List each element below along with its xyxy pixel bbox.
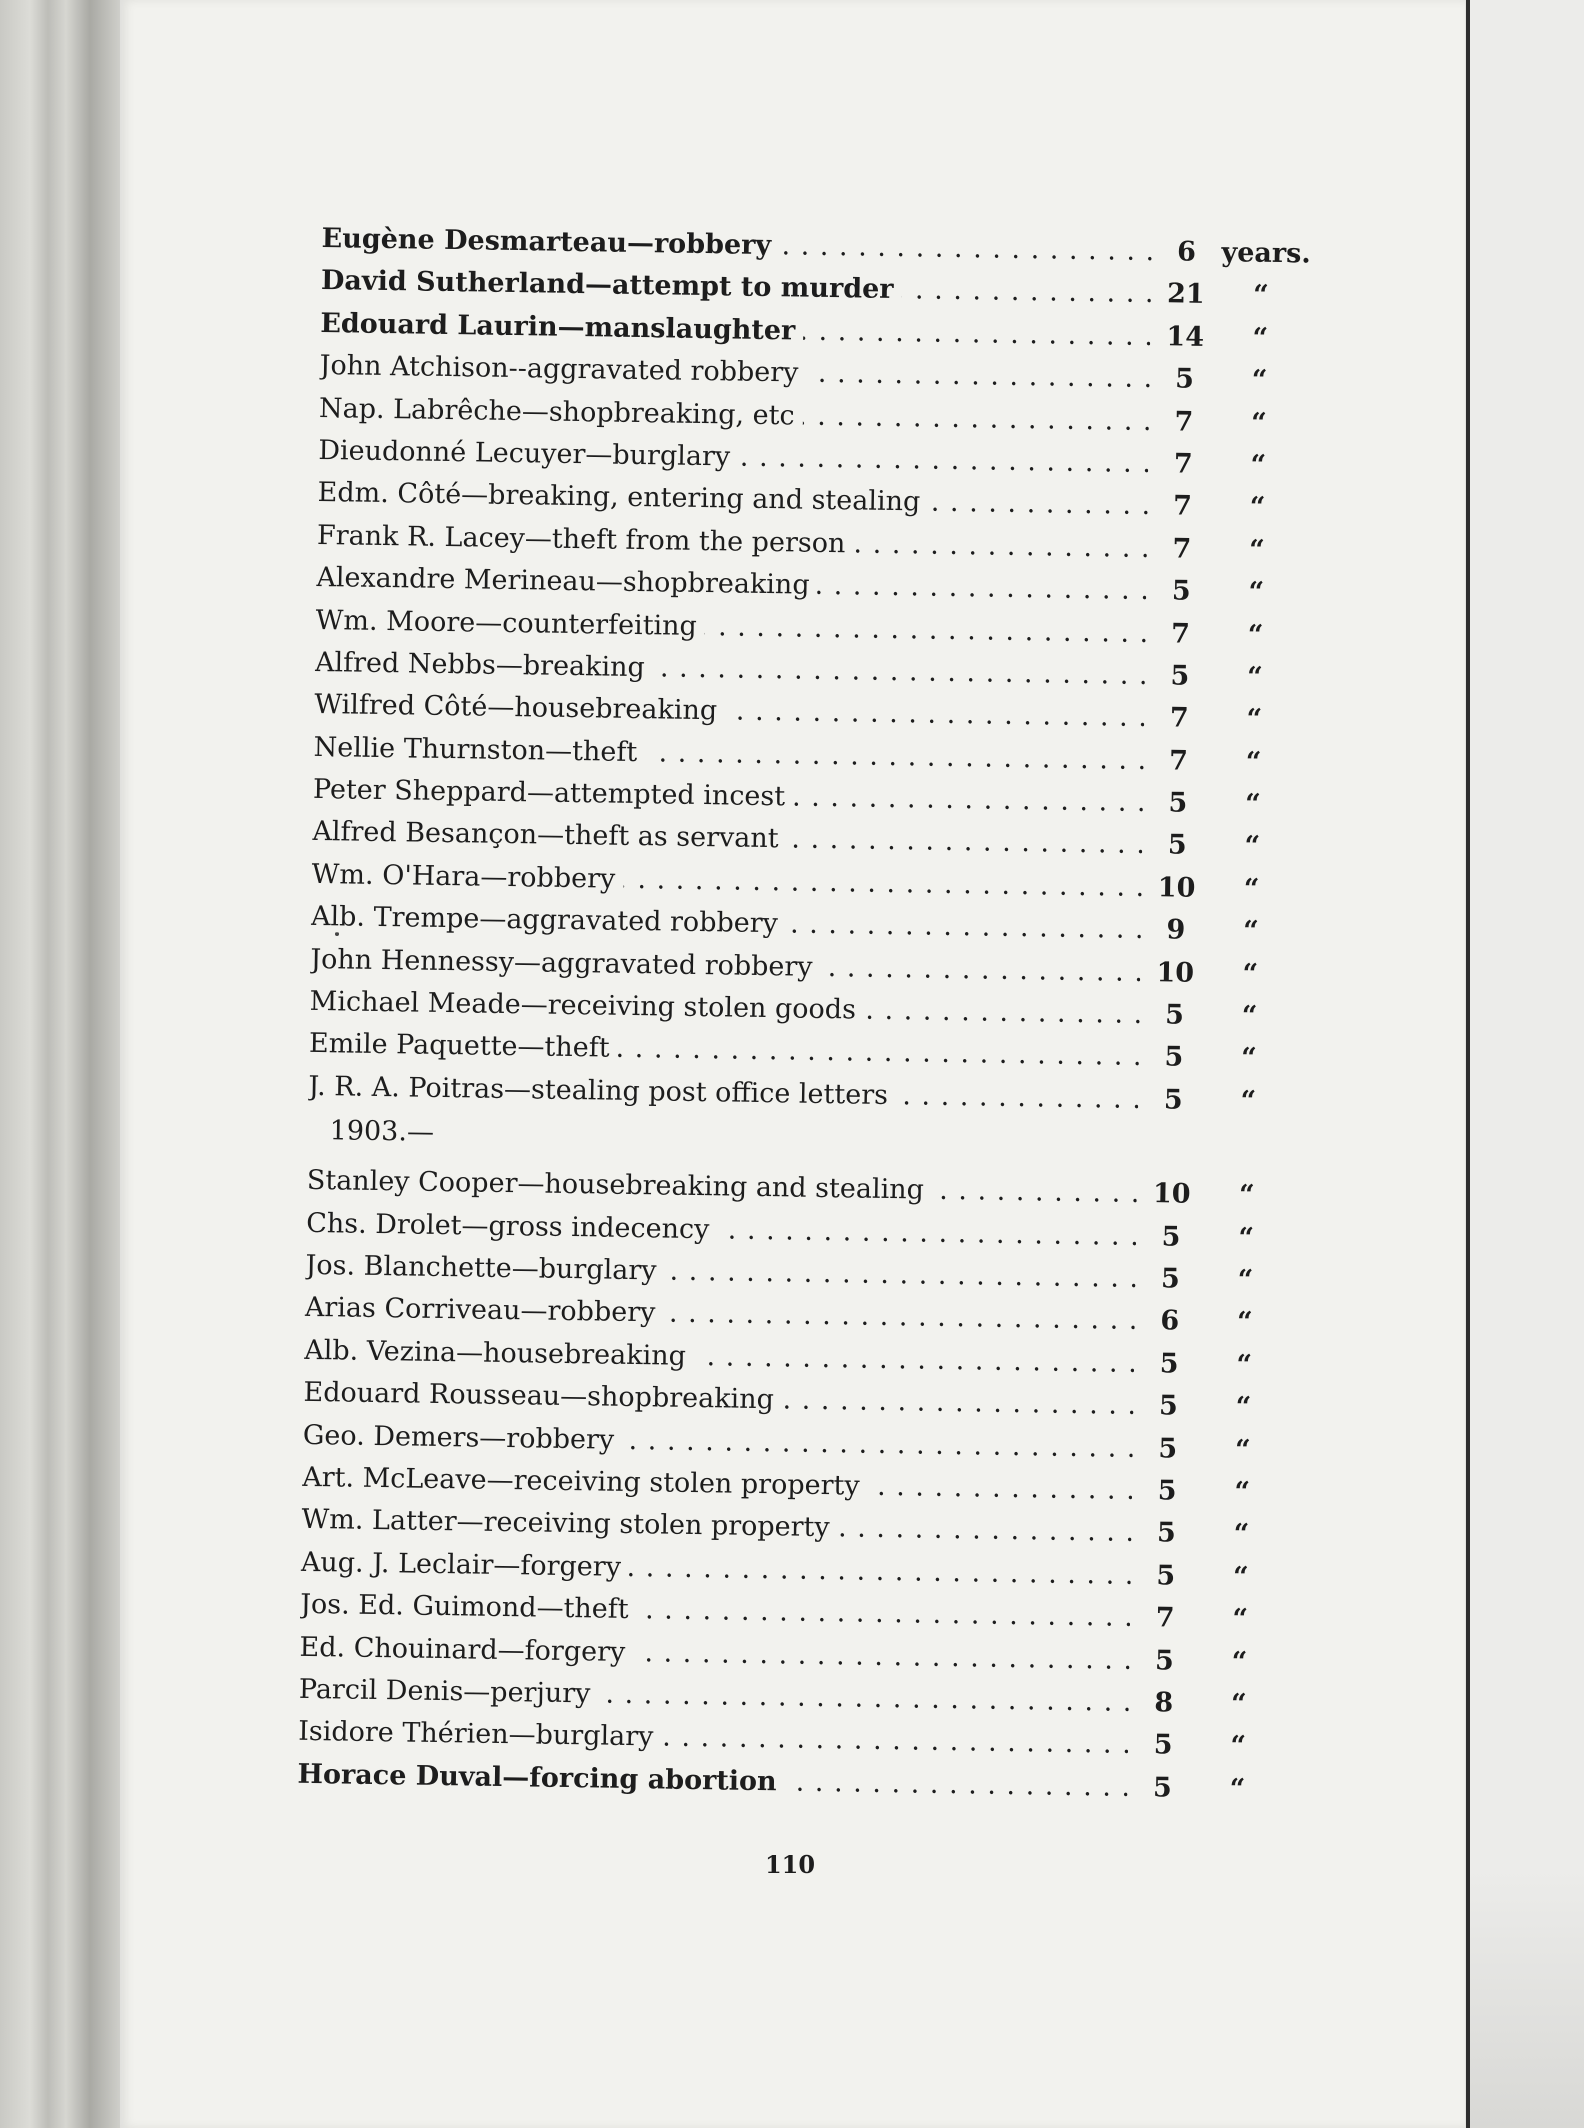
entry-years: 6: [1176, 236, 1197, 268]
entry-years: 8: [1154, 1687, 1174, 1719]
entry-name-offense: Dieudonné Lecuyer—burglary: [318, 435, 738, 473]
entry-unit: “: [1229, 1773, 1246, 1805]
entry-name-offense: Edouard Rousseau—shopbreaking: [303, 1377, 782, 1416]
entry-unit: “: [1242, 958, 1259, 990]
entry-unit: “: [1242, 915, 1259, 948]
entry-name-offense: Parcil Denis—perjury: [299, 1674, 599, 1710]
entry-unit: “: [1252, 322, 1269, 354]
entry-name-offense: Alfred Besançon—theft as servant: [312, 816, 787, 854]
entry-unit: “: [1243, 873, 1260, 905]
entry-years: 5: [1164, 999, 1185, 1031]
entry-years: 10: [1157, 872, 1196, 904]
entry-unit: “: [1232, 1561, 1249, 1593]
entry-unit: “: [1238, 1179, 1255, 1211]
entry-unit: “: [1238, 1222, 1255, 1254]
entry-years: 5: [1159, 1348, 1179, 1380]
entry-unit: “: [1236, 1306, 1253, 1339]
entry-name-offense: Alb. Trempe—aggravated robbery: [311, 901, 786, 939]
entry-name-offense: Wm. Latter—receiving stolen property: [301, 1504, 838, 1543]
entry-years: 10: [1156, 956, 1195, 989]
entry-years: 5: [1164, 1041, 1184, 1074]
entry-unit: “: [1235, 1391, 1252, 1423]
page-number: 110: [764, 1850, 816, 1879]
entry-name-offense: J. R. A. Poitras—stealing post office letters: [308, 1071, 896, 1111]
entry-years: 5: [1170, 660, 1190, 692]
entry-years: 9: [1166, 914, 1186, 946]
entry-unit: “: [1248, 534, 1265, 566]
book-edge: [0, 0, 120, 2128]
entry-unit: “: [1246, 703, 1263, 736]
entry-name-offense: Chs. Drolet—gross indecency: [306, 1207, 718, 1244]
entry-name-offense: Emile Paquette—theft: [309, 1028, 618, 1064]
entry-unit: “: [1234, 1476, 1251, 1508]
entry-years: 5: [1174, 363, 1195, 395]
entry-name-offense: Wm. O'Hara—robbery: [311, 859, 623, 895]
entry-unit: “: [1249, 491, 1266, 524]
entry-years: 5: [1156, 1559, 1176, 1592]
entry-years: 5: [1158, 1432, 1178, 1465]
entry-years: 14: [1166, 321, 1205, 353]
entry-unit: “: [1231, 1645, 1248, 1678]
entry-unit: “: [1236, 1349, 1253, 1381]
entry-years: 6: [1160, 1305, 1180, 1337]
entry-years: 7: [1172, 490, 1193, 523]
entry-years: 21: [1166, 278, 1205, 311]
entry-name-offense: Alfred Nebbs—breaking: [315, 647, 653, 683]
entry-years: 5: [1154, 1644, 1175, 1677]
entry-name-offense: Wm. Moore—counterfeiting: [315, 604, 705, 641]
entry-years: 7: [1169, 702, 1189, 734]
entry-name-offense: Isidore Thérien—burglary: [298, 1716, 662, 1753]
entry-unit: “: [1230, 1688, 1247, 1720]
entry-years: 5: [1158, 1390, 1179, 1422]
entry-name-offense: Wilfred Côté—housebreaking: [314, 689, 725, 726]
entry-unit: “: [1240, 1085, 1257, 1117]
entry-years: 5: [1157, 1475, 1177, 1507]
entry-name-offense: Nap. Labrêche—shopbreaking, etc: [319, 393, 803, 432]
entry-name-offense: Eugène Desmarteau—robbery: [321, 223, 779, 261]
entry-unit: “: [1250, 407, 1267, 439]
entry-years: 5: [1171, 575, 1191, 607]
entry-unit: “: [1247, 619, 1264, 651]
entry-name-offense: David Sutherland—attempt to murder: [321, 265, 902, 305]
entry-name-offense: Aug. J. Leclair—forgery: [301, 1547, 630, 1583]
entry-unit: “: [1251, 364, 1268, 397]
entry-years: 5: [1167, 829, 1187, 862]
entry-years: 5: [1156, 1517, 1177, 1549]
entry-name-offense: Peter Sheppard—attempted incest: [313, 774, 794, 813]
entry-years: 10: [1152, 1178, 1191, 1210]
entry-years: 5: [1152, 1771, 1173, 1804]
sentence-list: [297, 218, 1311, 1811]
entry-name-offense: Jos. Ed. Guimond—theft: [300, 1589, 637, 1625]
entry-unit: “: [1250, 449, 1267, 481]
entry-unit: “: [1237, 1264, 1254, 1296]
entry-name-offense: Edm. Côté—breaking, entering and stealing: [317, 477, 928, 518]
entry-unit: “: [1241, 1000, 1258, 1032]
entry-years: 5: [1160, 1263, 1181, 1295]
entry-name-offense: Frank R. Lacey—theft from the person: [317, 520, 854, 559]
entry-name-offense: Stanley Cooper—housebreaking and stealing: [307, 1165, 933, 1206]
facing-page-edge: [1470, 0, 1584, 2128]
entry-name-offense: Michael Meade—receiving stolen goods: [309, 986, 864, 1026]
entry-years: 7: [1155, 1602, 1175, 1634]
entry-unit: “: [1252, 280, 1269, 312]
entry-group-1903: [297, 1160, 1287, 1811]
entry-unit: “: [1232, 1603, 1249, 1635]
section-heading: 1903.—: [329, 1115, 435, 1149]
entry-unit: “: [1244, 788, 1261, 820]
entry-group-before-1903: [308, 218, 1311, 1123]
entry-name-offense: Geo. Demers—robbery: [303, 1419, 623, 1455]
entry-years: 7: [1170, 617, 1191, 650]
entry-unit: “: [1246, 661, 1263, 693]
entry-name-offense: Ed. Chouinard—forgery: [299, 1631, 633, 1667]
entry-name-offense: Alb. Vezina—housebreaking: [304, 1335, 694, 1372]
entry-unit: “: [1234, 1434, 1251, 1466]
entry-years: 7: [1168, 745, 1189, 777]
entry-name-offense: Arias Corriveau—robbery: [305, 1292, 664, 1329]
entry-unit: “: [1245, 746, 1262, 778]
entry-years: 5: [1163, 1084, 1183, 1116]
entry-years: 7: [1173, 448, 1193, 480]
entry-years: 5: [1153, 1729, 1173, 1761]
entry-years: 5: [1168, 787, 1188, 819]
entry-unit: “: [1233, 1518, 1250, 1551]
entry-name-offense: Edouard Laurin—manslaughter: [320, 308, 803, 347]
entry-unit: “: [1230, 1730, 1247, 1762]
entry-years: 5: [1161, 1220, 1181, 1253]
entry-unit: years.: [1221, 237, 1311, 270]
entry-unit: “: [1248, 576, 1265, 608]
entry-name-offense: Art. McLeave—receiving stolen property: [302, 1462, 868, 1502]
entry-name-offense: Alexandre Merineau—shopbreaking: [316, 562, 818, 601]
entry-years: 7: [1172, 533, 1192, 565]
entry-years: 7: [1174, 405, 1194, 438]
entry-unit: “: [1240, 1042, 1257, 1075]
entry-name-offense: John Hennessy—aggravated robbery: [310, 944, 821, 983]
entry-name-offense: John Atchison--aggravated robbery: [319, 350, 806, 389]
entry-name-offense: Jos. Blanchette—burglary: [305, 1250, 664, 1287]
entry-name-offense: Horace Duval—forcing abortion: [297, 1758, 785, 1797]
entry-name-offense: Nellie Thurnston—theft: [313, 732, 645, 768]
entry-unit: “: [1244, 831, 1261, 863]
